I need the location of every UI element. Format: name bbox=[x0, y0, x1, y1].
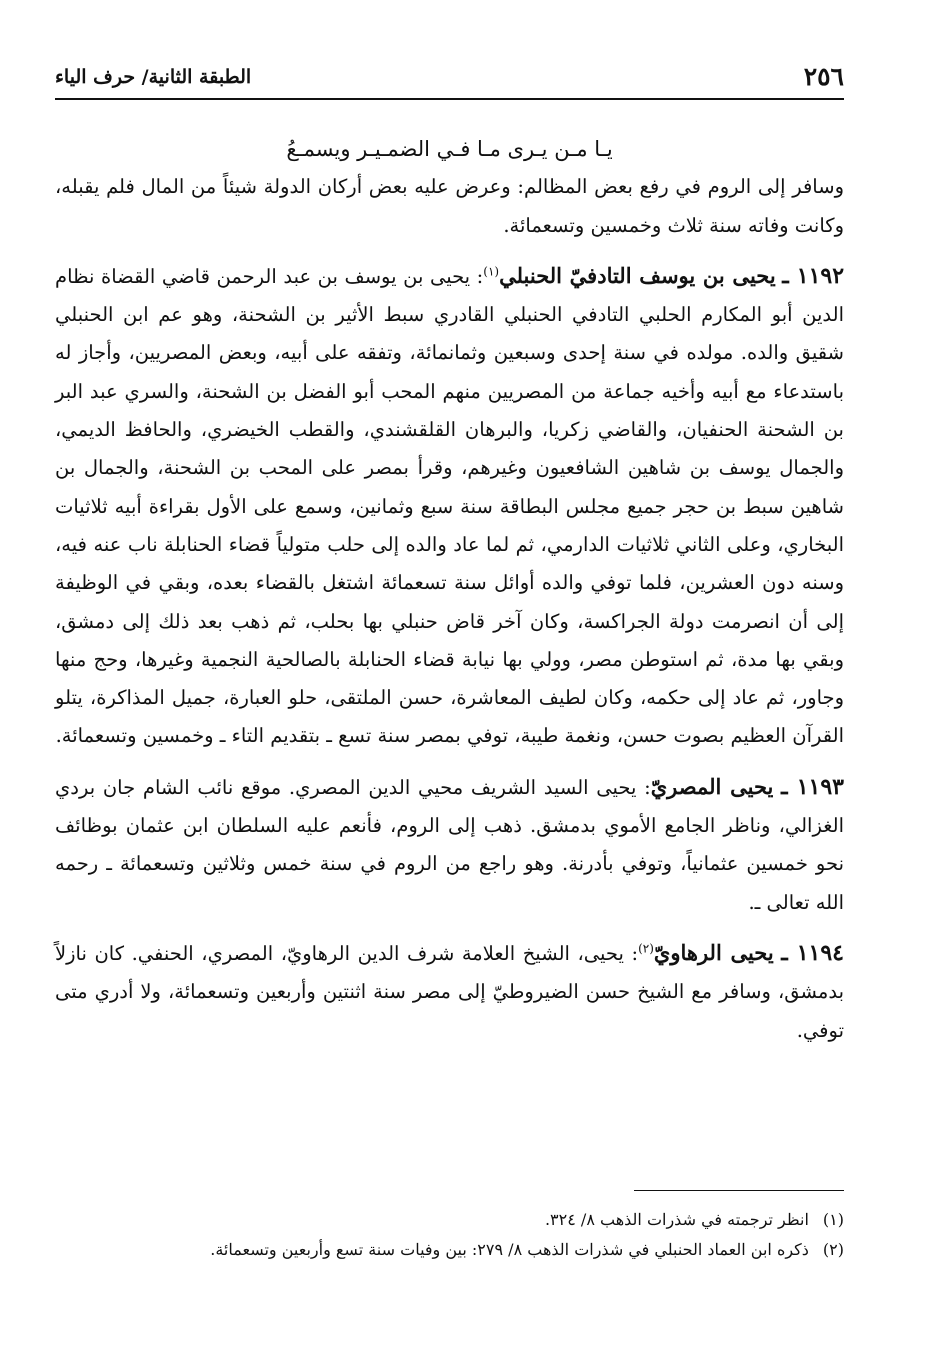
entry-text: : يحيى، الشيخ العلامة شرف الدين الرهاويّ، المصري، الحنفي. كان نازلاً بدمشق، وسافر مع الشيخ حسن الضيروطيّ إلى مصر سنة اثنتين وأربعين وتسعمائة، ولا أدري متى توفي. bbox=[55, 941, 844, 1042]
entry-text: : يحيى بن يوسف بن عبد الرحمن قاضي القضاة نظام الدين أبو المكارم الحلبي التادفي الحنبلي القادري سبط الأثير بن الشحنة، وهو عم ابن الحنبلي شقيق والده. مولده في سنة إحدى وسبعين وثمانمائة، وتفقه على أبيه، وبعض المصريين، وأجاز له باستدعاء مع أبيه وأخيه جماعة من المصريين منهم المحب أبو الفضل بن الشحنة، والسري عبد البر بن الشحنة الحنفيان، والقاضي زكريا، والبرهان القلقشندي، والقطب الخيضري، والحافظ الديمي، والجمال يوسف بن شاهين الشافعيون وغيرهم، وقرأ بمصر على المحب بن الشحنة، والجمال بن شاهين سبط بن حجر جميع مجلس البطاقة سنة سبع وثمانين، وسمع على الأول بقراءة أبيه ثلاثيات البخاري، وعلى الثاني ثلاثيات الدارمي، ثم لما عاد والده إلى حلب متولياً قضاء الحنابلة ناب عنه فيه، وسنه دون العشرين، فلما توفي والده أوائل سنة تسعمائة اشتغل بالقضاء بعده، وبقي في الوظيفة إلى أن انصرمت دولة الجراكسة، وكان آخر قاض حنبلي بها بحلب، ثم ذهب بعد ذلك إلى دمشق، وبقي بها مدة، ثم استوطن مصر، وولي بها نيابة قضاء الحنابلة بالصالحية النجمية وغيرها، وحج منها وجاور، ثم عاد إلى حكمه، وكان لطيف المعاشرة، حسن الملتقى، حلو العبارة، جميل المذاكرة، يتلو القرآن العظيم بصوت حسن، ونغمة طيبة، توفي بمصر سنة تسع ـ بتقديم التاء ـ وخمسين وتسعمائة. bbox=[55, 264, 844, 748]
footnote-divider bbox=[634, 1190, 844, 1191]
poem-verse: يـا مـن يـرى مـا فـي الضمـيـر ويسمـعُ bbox=[286, 137, 613, 161]
entry-name: يحيى المصريّ bbox=[650, 773, 774, 799]
entry-number: ١١٩٢ ـ bbox=[782, 262, 845, 289]
page-number: ٢٥٦ bbox=[803, 62, 844, 91]
entry-number: ١١٩٤ ـ bbox=[781, 939, 844, 966]
entry-name: يحيى بن يوسف التادفيّ الحنبلي bbox=[499, 262, 776, 288]
running-head: الطبقة الثانية/ حرف الياء bbox=[55, 66, 252, 88]
entry-name: يحيى الرهاويّ bbox=[653, 939, 774, 965]
footnote-reference[interactable]: (٢) bbox=[638, 941, 654, 956]
footnote-marker: (٢) bbox=[822, 1240, 844, 1259]
biography-entry-1194 bbox=[55, 934, 844, 1050]
entry-number: ١١٩٣ ـ bbox=[781, 773, 844, 800]
footnote-2 bbox=[55, 1235, 844, 1265]
page-header bbox=[55, 58, 844, 100]
footnote-1 bbox=[55, 1205, 844, 1235]
entry-text: : يحيى السيد الشريف محيي الدين المصري. موقع نائب الشام جان بردي الغزالي، وناظر الجامع الأموي بدمشق. ذهب إلى الروم، فأنعم عليه السلطان ابن عثمان بوظائف نحو خمسين عثمانياً، وتوفي بأدرنة. وهو راجع من الروم في سنة خمس وثلاثين وتسعمائة ـ رحمه الله تعالى ـ. bbox=[55, 775, 844, 914]
intro-paragraph: وسافر إلى الروم في رفع بعض المظالم: وعرض عليه بعض أركان الدولة شيئاً من المال فلم يقبله، وكانت وفاته سنة ثلاث وخمسين وتسعمائة. bbox=[55, 175, 844, 237]
footnote-text: انظر ترجمته في شذرات الذهب ٨/ ٣٢٤. bbox=[544, 1210, 809, 1229]
biography-entry-1193 bbox=[55, 768, 844, 922]
footnote-text: ذكره ابن العماد الحنبلي في شذرات الذهب ٨/ ٢٧٩: بين وفيات سنة تسع وأربعين وتسعمائة. bbox=[210, 1240, 809, 1259]
page-body bbox=[55, 130, 844, 1050]
footnotes-section bbox=[55, 1190, 844, 1265]
footnote-marker: (١) bbox=[822, 1210, 844, 1229]
footnote-reference[interactable]: (١) bbox=[483, 264, 500, 279]
biography-entry-1192 bbox=[55, 257, 844, 756]
